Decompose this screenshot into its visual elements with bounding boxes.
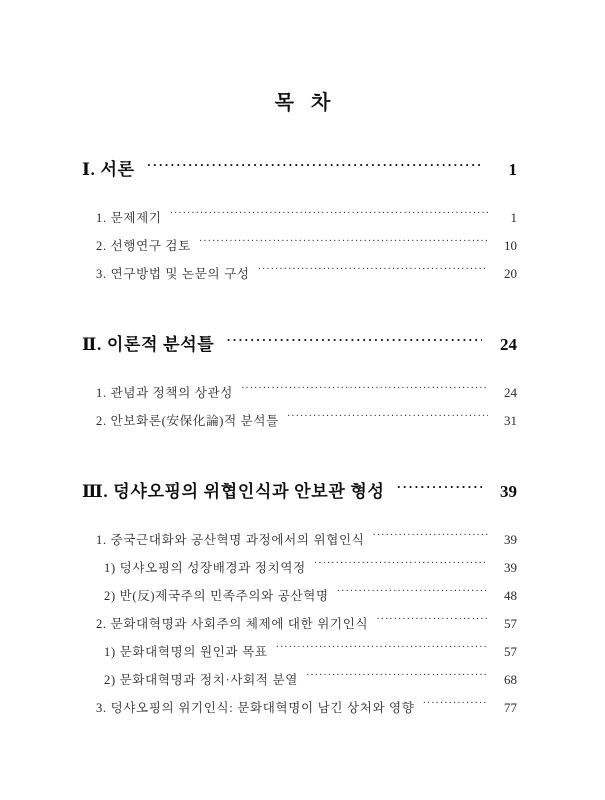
toc-entry-label: 1. 중국근대화와 공산혁명 과정에서의 위협인식: [96, 533, 365, 547]
toc-leader-dots: [337, 588, 488, 601]
toc-entry-label: 2. 선행연구 검토: [96, 239, 191, 253]
toc-leader-dots: [170, 210, 488, 223]
toc-leader-dots: [226, 333, 482, 350]
toc-leader-dots: [147, 158, 482, 175]
toc-section-entry[interactable]: [0, 411, 605, 439]
toc-entry-page-number: 39: [504, 532, 517, 547]
toc-entry-page-number: 24: [504, 385, 517, 400]
toc-entry-label: 2. 안보화론(安保化論)적 분석틀: [96, 414, 279, 428]
toc-entry-page-number: 68: [504, 672, 517, 687]
toc-section-entry[interactable]: [0, 208, 605, 236]
toc-entry-label: 3. 덩샤오핑의 위기인식: 문화대혁명이 남긴 상처와 영향: [96, 701, 415, 715]
toc-entry-label: 1) 문화대혁명의 원인과 목표: [104, 645, 268, 659]
toc-entry-label: 2. 문화대혁명과 사회주의 체제에 대한 위기인식: [96, 617, 369, 631]
toc-leader-dots: [397, 480, 482, 497]
toc-leader-dots: [241, 385, 488, 398]
toc-entry-label: 1) 덩샤오핑의 성장배경과 정치역정: [104, 561, 306, 575]
table-of-contents: [0, 155, 605, 726]
toc-entry-page-number: 20: [504, 266, 517, 281]
vertical-spacer: [0, 180, 605, 208]
toc-entry-page-number: 31: [504, 413, 517, 428]
toc-leader-dots: [306, 672, 488, 685]
toc-entry-label: Ⅱ. 이론적 분석틀: [82, 335, 215, 354]
toc-section-entry[interactable]: [0, 586, 605, 614]
toc-leader-dots: [423, 700, 488, 713]
toc-entry-label: 3. 연구방법 및 논문의 구성: [96, 267, 250, 281]
toc-entry-page-number: 10: [504, 238, 517, 253]
toc-leader-dots: [287, 413, 488, 426]
toc-entry-page-number: 39: [504, 560, 517, 575]
toc-entry-page-number: 57: [504, 616, 517, 631]
toc-entry-page-number: 1: [510, 210, 517, 225]
vertical-spacer: [0, 355, 605, 383]
toc-entry-page-number: 57: [504, 644, 517, 659]
toc-leader-dots: [276, 644, 488, 657]
toc-entry-label: 2) 반(反)제국주의 민족주의와 공산혁명: [104, 589, 329, 603]
toc-entry-label: Ⅲ. 덩샤오핑의 위협인식과 안보관 형성: [82, 482, 385, 501]
toc-entry-label: 2) 문화대혁명과 정치·사회적 분열: [104, 673, 298, 687]
toc-entry-page-number: 39: [500, 482, 517, 501]
toc-entry-page-number: 1: [508, 160, 517, 179]
toc-section-entry[interactable]: [0, 642, 605, 670]
page-title: 목 차: [274, 92, 337, 114]
toc-section-entry[interactable]: [0, 383, 605, 411]
toc-section-entry[interactable]: [0, 264, 605, 292]
toc-entry-label: 1. 관념과 정책의 상관성: [96, 386, 234, 400]
toc-entry-page-number: 24: [500, 335, 517, 354]
vertical-spacer: [0, 502, 605, 530]
toc-section-entry[interactable]: [0, 558, 605, 586]
vertical-spacer: [0, 439, 605, 477]
toc-leader-dots: [376, 616, 488, 629]
vertical-spacer: [0, 292, 605, 330]
toc-leader-dots: [258, 266, 488, 279]
toc-section-entry[interactable]: [0, 670, 605, 698]
toc-chapter-entry[interactable]: [0, 477, 605, 502]
toc-entry-label: Ⅰ. 서론: [82, 160, 135, 179]
toc-section-entry[interactable]: [0, 530, 605, 558]
toc-section-entry[interactable]: [0, 236, 605, 264]
toc-leader-dots: [373, 532, 489, 545]
toc-entry-page-number: 48: [504, 588, 517, 603]
toc-leader-dots: [314, 560, 488, 573]
toc-chapter-entry[interactable]: [0, 155, 605, 180]
toc-section-entry[interactable]: [0, 614, 605, 642]
toc-section-entry[interactable]: [0, 698, 605, 726]
toc-leader-dots: [199, 238, 488, 251]
toc-entry-page-number: 77: [504, 700, 517, 715]
toc-entry-label: 1. 문제제기: [96, 211, 162, 225]
toc-chapter-entry[interactable]: [0, 330, 605, 355]
